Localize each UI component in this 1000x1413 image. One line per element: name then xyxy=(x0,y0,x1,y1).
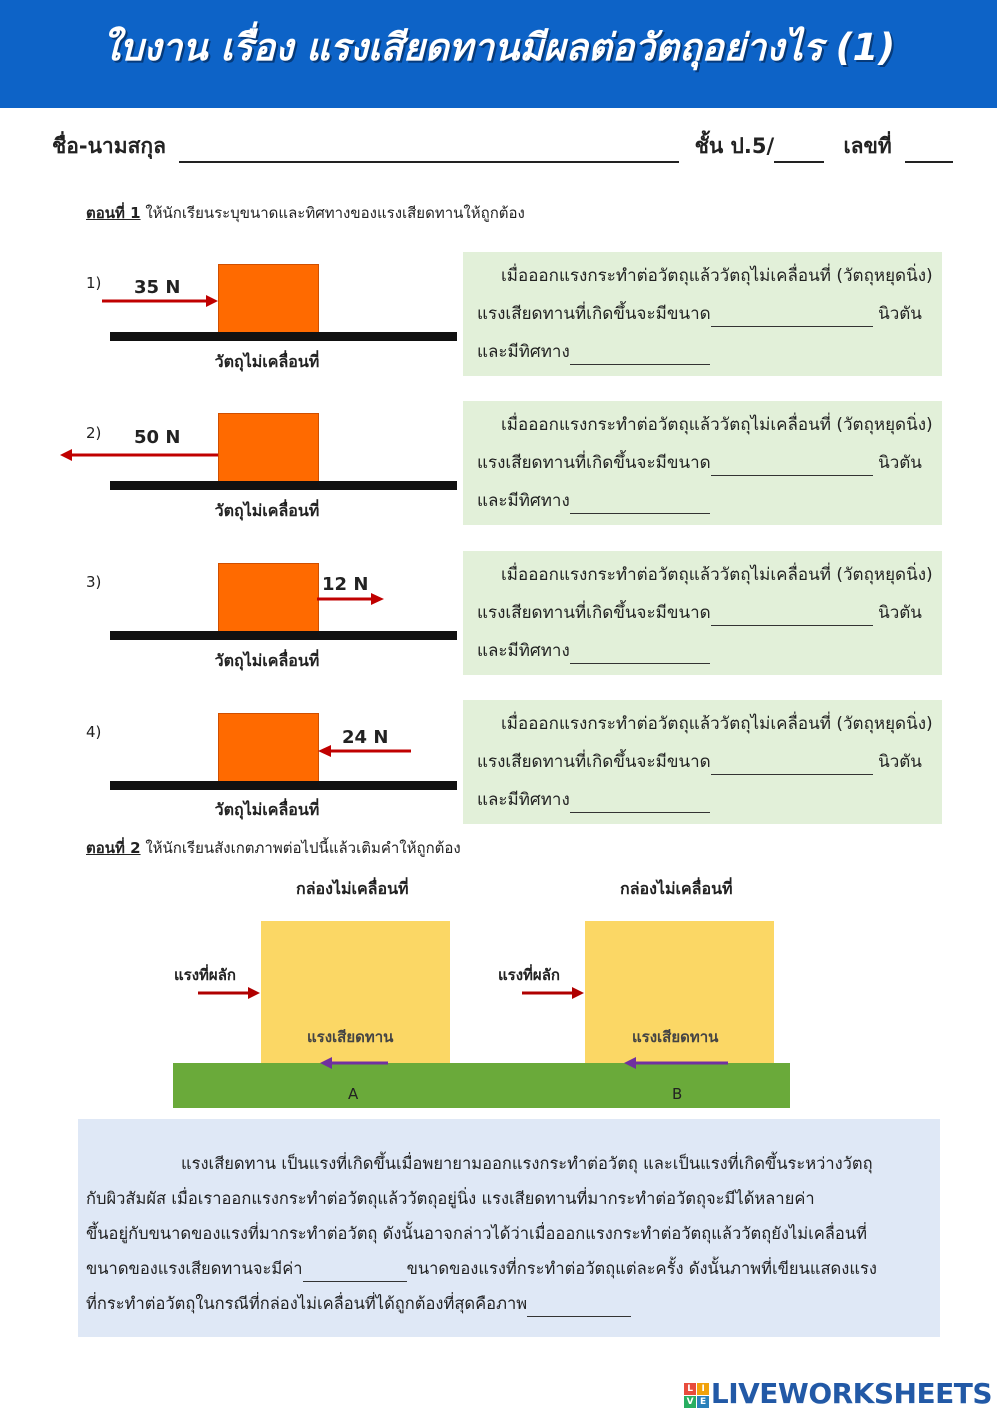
box-caption: วัตถุไม่เคลื่อนที่ xyxy=(214,651,320,670)
figure-letter: A xyxy=(348,1085,359,1103)
card-line2: แรงเสียดทานที่เกิดขึ้นจะมีขนาด นิวตัน xyxy=(477,300,922,327)
object-box xyxy=(218,563,319,632)
direction-blank[interactable] xyxy=(570,346,710,365)
card-line3: และมีทิศทาง xyxy=(477,487,710,514)
answer-card xyxy=(463,700,942,824)
applied-force-arrow xyxy=(317,744,413,758)
number-field[interactable] xyxy=(905,139,953,163)
card-line2: แรงเสียดทานที่เกิดขึ้นจะมีขนาด นิวตัน xyxy=(477,599,922,626)
part2-heading: ตอนที่ 2 ให้นักเรียนสังเกตภาพต่อไปนี้แล้วเติมคำให้ถูกต้อง xyxy=(86,839,461,857)
friction-arrow xyxy=(320,1056,390,1070)
applied-force-arrow xyxy=(317,592,387,606)
magnitude-blank[interactable] xyxy=(711,457,873,476)
card-line2: แรงเสียดทานที่เกิดขึ้นจะมีขนาด นิวตัน xyxy=(477,748,922,775)
magnitude-blank[interactable] xyxy=(711,308,873,327)
student-info-row xyxy=(52,130,953,163)
summary-line5: ที่กระทำต่อวัตถุในกรณีที่กล่องไม่เคลื่อนที่ได้ถูกต้องที่สุดคือภาพ xyxy=(86,1291,631,1317)
applied-force-arrow xyxy=(58,448,220,462)
picture-answer-blank[interactable] xyxy=(527,1298,631,1317)
part1-heading: ตอนที่ 1 ให้นักเรียนระบุขนาดและทิศทางของแรงเสียดทานให้ถูกต้อง xyxy=(86,204,525,222)
page-title: ใบงาน เรื่อง แรงเสียดทานมีผลต่อวัตถุอย่างไร (1) xyxy=(101,26,896,69)
item-number: 3) xyxy=(86,573,102,591)
summary-line3: ขึ้นอยู่กับขนาดของแรงที่มากระทำต่อวัตถุ ดังนั้นอาจกล่าวได้ว่าเมื่อออกแรงกระทำต่อวัตถุแล้ววัตถุยังไม่เคลื่อนที่ xyxy=(86,1224,867,1243)
figure-caption: กล่องไม่เคลื่อนที่ xyxy=(620,879,733,898)
card-line2: แรงเสียดทานที่เกิดขึ้นจะมีขนาด นิวตัน xyxy=(477,449,922,476)
answer-card xyxy=(463,252,942,376)
force-label: 35 N xyxy=(134,277,181,298)
friction-arrow xyxy=(624,1056,730,1070)
name-label: ชื่อ-นามสกุล xyxy=(52,134,166,158)
summary-line2: กับผิวสัมผัส เมื่อเราออกแรงกระทำต่อวัตถุแล้ววัตถุอยู่นิ่ง แรงเสียดทานที่มากระทำต่อวัตถุจะมีได้หลายค่า xyxy=(86,1189,815,1208)
ground-surface xyxy=(110,781,457,790)
object-box xyxy=(218,264,319,333)
ground-surface xyxy=(110,631,457,640)
force-label: 12 N xyxy=(322,574,369,595)
ground-surface xyxy=(110,332,457,341)
object-box xyxy=(218,413,319,482)
push-label: แรงที่ผลัก xyxy=(174,966,236,984)
push-arrow xyxy=(522,986,586,1000)
force-label: 50 N xyxy=(134,427,181,448)
logo-badge-icon: L I V E xyxy=(684,1383,709,1408)
box-caption: วัตถุไม่เคลื่อนที่ xyxy=(214,501,320,520)
card-line1: เมื่อออกแรงกระทำต่อวัตถุแล้ววัตถุไม่เคลื่อนที่ (วัตถุหยุดนิ่ง) xyxy=(501,266,933,286)
card-line1: เมื่อออกแรงกระทำต่อวัตถุแล้ววัตถุไม่เคลื่อนที่ (วัตถุหยุดนิ่ง) xyxy=(501,714,933,734)
card-line3: และมีทิศทาง xyxy=(477,338,710,365)
summary-line1: แรงเสียดทาน เป็นแรงที่เกิดขึ้นเมื่อพยายามออกแรงกระทำต่อวัตถุ และเป็นแรงที่เกิดขึ้นระหว่างวัตถุ xyxy=(181,1154,873,1173)
direction-blank[interactable] xyxy=(570,495,710,514)
box-caption: วัตถุไม่เคลื่อนที่ xyxy=(214,800,320,819)
box-caption: วัตถุไม่เคลื่อนที่ xyxy=(214,352,320,371)
card-line1: เมื่อออกแรงกระทำต่อวัตถุแล้ววัตถุไม่เคลื่อนที่ (วัตถุหยุดนิ่ง) xyxy=(501,565,933,585)
direction-blank[interactable] xyxy=(570,794,710,813)
liveworksheets-logo: L I V E LIVEWORKSHEETS xyxy=(684,1377,992,1410)
friction-label: แรงเสียดทาน xyxy=(632,1028,719,1046)
applied-force-arrow xyxy=(100,294,220,308)
magnitude-blank[interactable] xyxy=(711,607,873,626)
figure-letter: B xyxy=(672,1085,683,1103)
card-line1: เมื่อออกแรงกระทำต่อวัตถุแล้ววัตถุไม่เคลื่อนที่ (วัตถุหยุดนิ่ง) xyxy=(501,415,933,435)
friction-label: แรงเสียดทาน xyxy=(307,1028,394,1046)
direction-blank[interactable] xyxy=(570,645,710,664)
item-number: 4) xyxy=(86,723,102,741)
number-label: เลขที่ xyxy=(843,134,892,158)
class-field[interactable] xyxy=(774,139,824,163)
summary-box xyxy=(78,1119,940,1337)
push-arrow xyxy=(198,986,262,1000)
object-box xyxy=(218,713,319,782)
figure-caption: กล่องไม่เคลื่อนที่ xyxy=(296,879,409,898)
push-label: แรงที่ผลัก xyxy=(498,966,560,984)
class-label: ชั้น ป.5/ xyxy=(694,134,775,158)
answer-card xyxy=(463,551,942,675)
comparison-blank[interactable] xyxy=(303,1263,407,1282)
item-number: 2) xyxy=(86,424,102,442)
item-number: 1) xyxy=(86,274,102,292)
answer-card xyxy=(463,401,942,525)
ground-surface xyxy=(110,481,457,490)
card-line3: และมีทิศทาง xyxy=(477,637,710,664)
summary-line4: ขนาดของแรงเสียดทานจะมีค่า ขนาดของแรงที่กระทำต่อวัตถุแต่ละครั้ง ดังนั้นภาพที่เขียนแสดงแรง xyxy=(86,1256,877,1282)
magnitude-blank[interactable] xyxy=(711,756,873,775)
name-field[interactable] xyxy=(179,139,679,163)
force-label: 24 N xyxy=(342,727,389,748)
card-line3: และมีทิศทาง xyxy=(477,786,710,813)
